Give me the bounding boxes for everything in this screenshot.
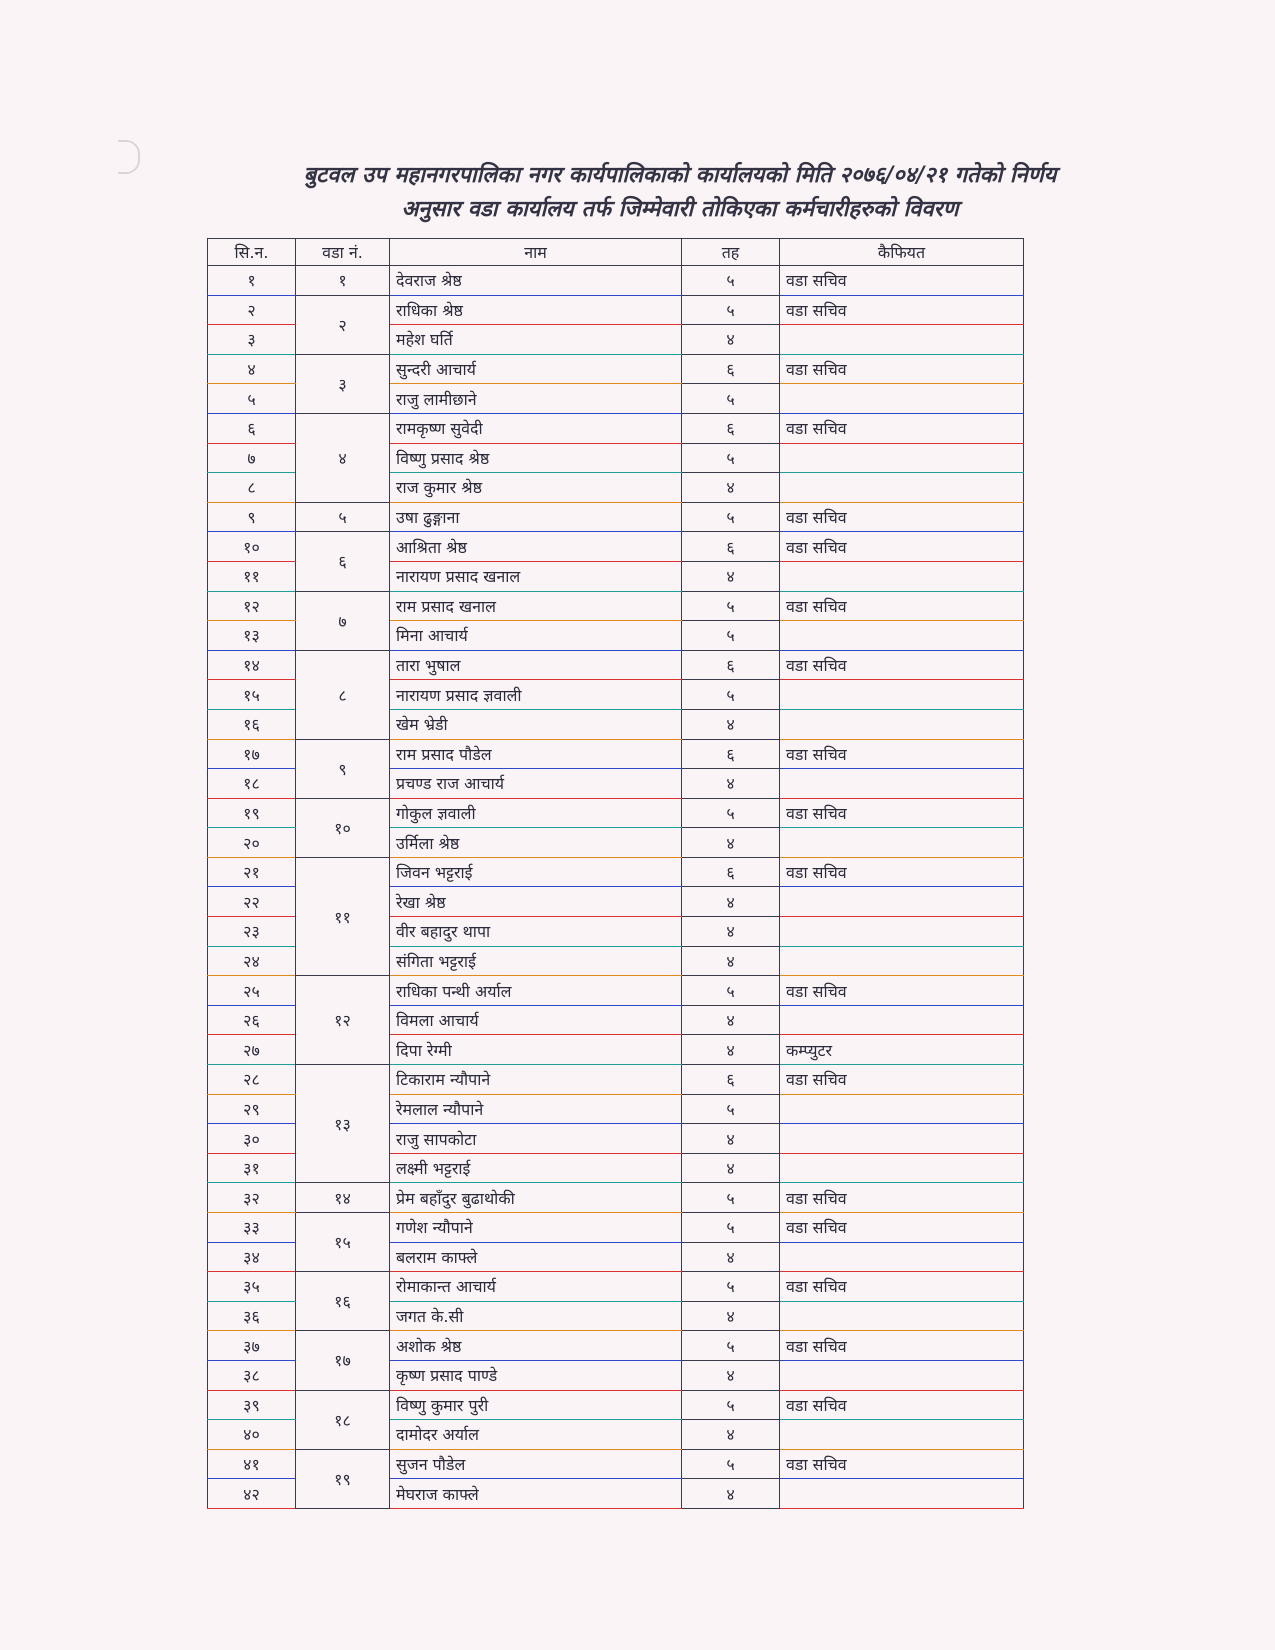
serial-cell: १० xyxy=(208,532,296,562)
remarks-cell: वडा सचिव xyxy=(780,1272,1024,1302)
name-cell: जिवन भट्टराई xyxy=(390,857,682,887)
table-row xyxy=(208,532,1024,562)
level-cell: ४ xyxy=(682,1005,780,1035)
level-cell: ४ xyxy=(682,1360,780,1390)
serial-cell: ३ xyxy=(208,325,296,355)
name-cell: बलराम काफ्ले xyxy=(390,1242,682,1272)
remarks-cell xyxy=(780,1242,1024,1272)
remarks-cell: वडा सचिव xyxy=(780,502,1024,532)
ward-cell: ५ xyxy=(296,502,390,532)
level-cell: ५ xyxy=(682,591,780,621)
level-cell: ६ xyxy=(682,739,780,769)
level-cell: ५ xyxy=(682,1390,780,1420)
remarks-cell xyxy=(780,1360,1024,1390)
level-cell: ६ xyxy=(682,413,780,443)
serial-cell: २ xyxy=(208,295,296,325)
name-cell: प्रचण्ड राज आचार्य xyxy=(390,769,682,799)
level-cell: ५ xyxy=(682,443,780,473)
serial-cell: १२ xyxy=(208,591,296,621)
header-serial: सि.न. xyxy=(208,239,296,266)
serial-cell: ३३ xyxy=(208,1213,296,1243)
remarks-cell: वडा सचिव xyxy=(780,650,1024,680)
serial-cell: २८ xyxy=(208,1065,296,1095)
name-cell: लक्ष्मी भट्टराई xyxy=(390,1153,682,1183)
ward-cell: १ xyxy=(296,266,390,296)
name-cell: दामोदर अर्याल xyxy=(390,1420,682,1450)
serial-cell: ३९ xyxy=(208,1390,296,1420)
level-cell: ५ xyxy=(682,266,780,296)
name-cell: विमला आचार्य xyxy=(390,1005,682,1035)
header-remarks: कैफियत xyxy=(780,239,1024,266)
remarks-cell xyxy=(780,1479,1024,1509)
level-cell: ५ xyxy=(682,680,780,710)
level-cell: ४ xyxy=(682,1301,780,1331)
table-row xyxy=(208,739,1024,769)
level-cell: ४ xyxy=(682,709,780,739)
serial-cell: ५ xyxy=(208,384,296,414)
name-cell: रेमलाल न्यौपाने xyxy=(390,1094,682,1124)
table-row xyxy=(208,650,1024,680)
ward-cell: ८ xyxy=(296,650,390,739)
table-body xyxy=(208,266,1024,1509)
remarks-cell: वडा सचिव xyxy=(780,798,1024,828)
name-cell: मेघराज काफ्ले xyxy=(390,1479,682,1509)
serial-cell: ३५ xyxy=(208,1272,296,1302)
level-cell: ४ xyxy=(682,1242,780,1272)
serial-cell: ९ xyxy=(208,502,296,532)
remarks-cell xyxy=(780,828,1024,858)
table-row xyxy=(208,354,1024,384)
serial-cell: ८ xyxy=(208,473,296,503)
serial-cell: १८ xyxy=(208,769,296,799)
ward-cell: १८ xyxy=(296,1390,390,1449)
remarks-cell xyxy=(780,709,1024,739)
serial-cell: ११ xyxy=(208,561,296,591)
table-row xyxy=(208,1331,1024,1361)
serial-cell: १३ xyxy=(208,621,296,651)
level-cell: ५ xyxy=(682,976,780,1006)
name-cell: देवराज श्रेष्ठ xyxy=(390,266,682,296)
remarks-cell: वडा सचिव xyxy=(780,354,1024,384)
serial-cell: २९ xyxy=(208,1094,296,1124)
serial-cell: १५ xyxy=(208,680,296,710)
ward-cell: ११ xyxy=(296,857,390,975)
name-cell: रोमाकान्त आचार्य xyxy=(390,1272,682,1302)
name-cell: गणेश न्यौपाने xyxy=(390,1213,682,1243)
level-cell: ५ xyxy=(682,384,780,414)
level-cell: ४ xyxy=(682,325,780,355)
serial-cell: १६ xyxy=(208,709,296,739)
ward-cell: १७ xyxy=(296,1331,390,1390)
serial-cell: ३४ xyxy=(208,1242,296,1272)
serial-cell: २० xyxy=(208,828,296,858)
table-row xyxy=(208,591,1024,621)
serial-cell: २६ xyxy=(208,1005,296,1035)
ward-cell: १४ xyxy=(296,1183,390,1213)
table-header-row xyxy=(208,239,1024,266)
level-cell: ४ xyxy=(682,887,780,917)
ward-cell: १६ xyxy=(296,1272,390,1331)
name-cell: नारायण प्रसाद खनाल xyxy=(390,561,682,591)
level-cell: ५ xyxy=(682,1213,780,1243)
name-cell: राम प्रसाद खनाल xyxy=(390,591,682,621)
name-cell: उषा ढुङ्गाना xyxy=(390,502,682,532)
serial-cell: ३१ xyxy=(208,1153,296,1183)
ward-cell: १९ xyxy=(296,1449,390,1508)
level-cell: ६ xyxy=(682,857,780,887)
name-cell: संगिता भट्टराई xyxy=(390,946,682,976)
level-cell: ५ xyxy=(682,1331,780,1361)
remarks-cell: वडा सचिव xyxy=(780,266,1024,296)
header-ward: वडा नं. xyxy=(296,239,390,266)
ward-cell: १५ xyxy=(296,1213,390,1272)
table-row xyxy=(208,295,1024,325)
ward-cell: १० xyxy=(296,798,390,857)
level-cell: ४ xyxy=(682,1124,780,1154)
pencil-mark xyxy=(118,140,140,174)
level-cell: ६ xyxy=(682,650,780,680)
title-line-1: बुटवल उप महानगरपालिका नगर कार्यपालिकाको कार्यालयको मिति २०७६/०४/२१ गतेको निर्णय xyxy=(303,162,1057,188)
remarks-cell xyxy=(780,1124,1024,1154)
title-line-2: अनुसार वडा कार्यालय तर्फ जिम्मेवारी तोकिएका कर्मचारीहरुको विवरण xyxy=(401,196,959,222)
serial-cell: २२ xyxy=(208,887,296,917)
level-cell: ४ xyxy=(682,946,780,976)
level-cell: ६ xyxy=(682,354,780,384)
table-row xyxy=(208,266,1024,296)
remarks-cell xyxy=(780,1094,1024,1124)
header-name: नाम xyxy=(390,239,682,266)
serial-cell: ४ xyxy=(208,354,296,384)
level-cell: ४ xyxy=(682,1035,780,1065)
remarks-cell: वडा सचिव xyxy=(780,1213,1024,1243)
name-cell: खेम भ्रेडी xyxy=(390,709,682,739)
ward-cell: ३ xyxy=(296,354,390,413)
remarks-cell: वडा सचिव xyxy=(780,1331,1024,1361)
remarks-cell: वडा सचिव xyxy=(780,532,1024,562)
serial-cell: ३० xyxy=(208,1124,296,1154)
serial-cell: १४ xyxy=(208,650,296,680)
serial-cell: ३८ xyxy=(208,1360,296,1390)
name-cell: मिना आचार्य xyxy=(390,621,682,651)
serial-cell: ३२ xyxy=(208,1183,296,1213)
ward-cell: २ xyxy=(296,295,390,354)
table-row xyxy=(208,1449,1024,1479)
table-row xyxy=(208,857,1024,887)
name-cell: टिकाराम न्यौपाने xyxy=(390,1065,682,1095)
name-cell: राम प्रसाद पौडेल xyxy=(390,739,682,769)
serial-cell: ३६ xyxy=(208,1301,296,1331)
remarks-cell: वडा सचिव xyxy=(780,857,1024,887)
name-cell: रामकृष्ण सुवेदी xyxy=(390,413,682,443)
serial-cell: ६ xyxy=(208,413,296,443)
level-cell: ४ xyxy=(682,561,780,591)
table-row xyxy=(208,1213,1024,1243)
level-cell: ५ xyxy=(682,502,780,532)
level-cell: ४ xyxy=(682,1153,780,1183)
serial-cell: २३ xyxy=(208,917,296,947)
remarks-cell: वडा सचिव xyxy=(780,1065,1024,1095)
remarks-cell xyxy=(780,561,1024,591)
remarks-cell xyxy=(780,1301,1024,1331)
name-cell: राजु सापकोटा xyxy=(390,1124,682,1154)
remarks-cell xyxy=(780,946,1024,976)
remarks-cell: वडा सचिव xyxy=(780,739,1024,769)
remarks-cell xyxy=(780,769,1024,799)
level-cell: ४ xyxy=(682,1479,780,1509)
name-cell: उर्मिला श्रेष्ठ xyxy=(390,828,682,858)
level-cell: ५ xyxy=(682,621,780,651)
ward-cell: ७ xyxy=(296,591,390,650)
remarks-cell: वडा सचिव xyxy=(780,591,1024,621)
serial-cell: १ xyxy=(208,266,296,296)
name-cell: नारायण प्रसाद ज्ञवाली xyxy=(390,680,682,710)
ward-cell: १२ xyxy=(296,976,390,1065)
table-row xyxy=(208,413,1024,443)
level-cell: ५ xyxy=(682,1272,780,1302)
header-level: तह xyxy=(682,239,780,266)
serial-cell: २४ xyxy=(208,946,296,976)
serial-cell: २१ xyxy=(208,857,296,887)
serial-cell: १९ xyxy=(208,798,296,828)
name-cell: अशोक श्रेष्ठ xyxy=(390,1331,682,1361)
name-cell: महेश घर्ति xyxy=(390,325,682,355)
serial-cell: २७ xyxy=(208,1035,296,1065)
name-cell: वीर बहादुर थापा xyxy=(390,917,682,947)
name-cell: विष्णु प्रसाद श्रेष्ठ xyxy=(390,443,682,473)
serial-cell: ७ xyxy=(208,443,296,473)
level-cell: ४ xyxy=(682,828,780,858)
level-cell: ५ xyxy=(682,1094,780,1124)
table-row xyxy=(208,1065,1024,1095)
table-row xyxy=(208,1272,1024,1302)
remarks-cell: वडा सचिव xyxy=(780,295,1024,325)
table-row xyxy=(208,502,1024,532)
remarks-cell xyxy=(780,621,1024,651)
level-cell: ४ xyxy=(682,917,780,947)
remarks-cell xyxy=(780,1420,1024,1450)
name-cell: आश्रिता श्रेष्ठ xyxy=(390,532,682,562)
name-cell: राजु लामीछाने xyxy=(390,384,682,414)
remarks-cell: वडा सचिव xyxy=(780,1449,1024,1479)
name-cell: रेखा श्रेष्ठ xyxy=(390,887,682,917)
remarks-cell xyxy=(780,325,1024,355)
document-title xyxy=(200,158,1160,226)
serial-cell: १७ xyxy=(208,739,296,769)
name-cell: गोकुल ज्ञवाली xyxy=(390,798,682,828)
name-cell: सुजन पौडेल xyxy=(390,1449,682,1479)
remarks-cell: कम्प्युटर xyxy=(780,1035,1024,1065)
level-cell: ६ xyxy=(682,532,780,562)
level-cell: ४ xyxy=(682,473,780,503)
name-cell: राधिका पन्थी अर्याल xyxy=(390,976,682,1006)
name-cell: राधिका श्रेष्ठ xyxy=(390,295,682,325)
serial-cell: ४१ xyxy=(208,1449,296,1479)
level-cell: ५ xyxy=(682,295,780,325)
remarks-cell: वडा सचिव xyxy=(780,1183,1024,1213)
name-cell: सुन्दरी आचार्य xyxy=(390,354,682,384)
name-cell: जगत के.सी xyxy=(390,1301,682,1331)
name-cell: विष्णु कुमार पुरी xyxy=(390,1390,682,1420)
remarks-cell: वडा सचिव xyxy=(780,976,1024,1006)
table-row xyxy=(208,976,1024,1006)
table-row xyxy=(208,1183,1024,1213)
serial-cell: ४२ xyxy=(208,1479,296,1509)
remarks-cell xyxy=(780,1153,1024,1183)
remarks-cell xyxy=(780,1005,1024,1035)
remarks-cell xyxy=(780,384,1024,414)
ward-cell: ४ xyxy=(296,413,390,502)
level-cell: ६ xyxy=(682,1065,780,1095)
remarks-cell xyxy=(780,473,1024,503)
name-cell: दिपा रेग्मी xyxy=(390,1035,682,1065)
staff-table xyxy=(207,238,1024,1509)
ward-cell: ६ xyxy=(296,532,390,591)
serial-cell: ३७ xyxy=(208,1331,296,1361)
level-cell: ५ xyxy=(682,798,780,828)
remarks-cell xyxy=(780,887,1024,917)
level-cell: ५ xyxy=(682,1183,780,1213)
remarks-cell: वडा सचिव xyxy=(780,1390,1024,1420)
name-cell: राज कुमार श्रेष्ठ xyxy=(390,473,682,503)
ward-cell: ९ xyxy=(296,739,390,798)
serial-cell: २५ xyxy=(208,976,296,1006)
remarks-cell xyxy=(780,680,1024,710)
level-cell: ४ xyxy=(682,769,780,799)
name-cell: तारा भुषाल xyxy=(390,650,682,680)
level-cell: ४ xyxy=(682,1420,780,1450)
name-cell: कृष्ण प्रसाद पाण्डे xyxy=(390,1360,682,1390)
serial-cell: ४० xyxy=(208,1420,296,1450)
remarks-cell: वडा सचिव xyxy=(780,413,1024,443)
remarks-cell xyxy=(780,443,1024,473)
ward-cell: १३ xyxy=(296,1065,390,1183)
level-cell: ५ xyxy=(682,1449,780,1479)
table-row xyxy=(208,798,1024,828)
name-cell: प्रेम बहाँदुर बुढाथोकी xyxy=(390,1183,682,1213)
remarks-cell xyxy=(780,917,1024,947)
table-row xyxy=(208,1390,1024,1420)
